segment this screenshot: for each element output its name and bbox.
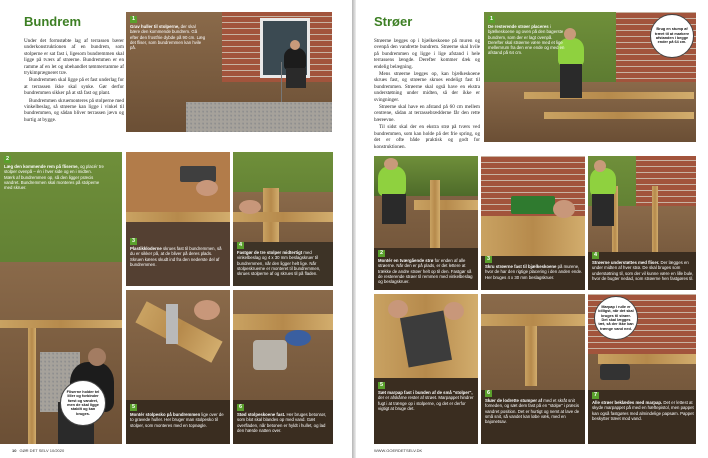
left-body-paragraph: Bundremmen skruemonteres på stolperne med vinkelbeslag, så strøerne kan ligge i vinkel til bundremmen, og sådan bliver terrassen jævn og hurtig at bygge. xyxy=(24,97,124,123)
caption-step-4 xyxy=(237,242,331,276)
right-body-paragraph: Til sidst skal der en ekstra strø på tværs ved bundremmen, som kan holde på det frie spring, og det er ofte både praktisk og godt for konstruktionen. xyxy=(374,124,480,150)
caption-step-r5 xyxy=(378,382,476,411)
photo-step-5 xyxy=(126,290,230,444)
caption-bold: Læg den kommende rem på fliserne, xyxy=(4,164,79,169)
caption-text: skrues fast til bundremmen, så du er sikker på, at de bliver på deres plads. Skruen kæres skudt ind fra den nederste del af bundremmen. xyxy=(130,246,222,267)
caption-text: Her bruges betonrør, som blot skal blandes op med vand. Gæt overfladen, når betonen er hyldt i hullet, og lad den hærde natten over. xyxy=(237,412,327,433)
photo-step-3 xyxy=(126,152,230,286)
caption-bold: Alle strøer beklædes med marpap. xyxy=(592,400,663,405)
caption-step-r7 xyxy=(592,392,694,421)
section-title-stroer: Strøer xyxy=(374,14,413,29)
step-number: 5 xyxy=(132,404,136,410)
right-body-text xyxy=(374,38,480,151)
caption-bold: De resterende strøer placeres xyxy=(488,24,549,29)
page-number: 10 xyxy=(12,448,17,453)
caption-step-r6 xyxy=(485,390,583,424)
right-body-paragraph: Mens strøerne lægges op, kan bjælkeskoene skrues fast, og strøerne skrues endeligt fast til bundremmen. Strøerne skal også have en ekstra understøtning under midten, så der ikke er svingninger. xyxy=(374,71,480,103)
caption-step-3 xyxy=(130,238,226,267)
left-body-paragraph: Bundremmen skal ligge på et fast underlag for at terrassen ikke skal synke. Gør derfor bundremmen sikker på at stå fast og plant. xyxy=(24,77,124,97)
photo-step-2 xyxy=(0,152,122,444)
section-title-bundrem: Bundrem xyxy=(24,14,82,29)
step-number: 7 xyxy=(594,392,598,398)
step-number: 3 xyxy=(132,238,136,244)
caption-text: med et skråt snit forneden, og sæt dem fast på en "stolpe" i præcis vandret position. Det er hurtigt og nemt at lave de små snit, så vandet kan løbe væk, med en bajonetsav. xyxy=(485,398,580,425)
caption-bold: Plastikkloderne xyxy=(130,246,162,251)
step-number: 1 xyxy=(132,16,136,22)
tip-bubble-mid: Marpap i rulle er billigst, når det skal bruges til strøer. Det skal lægges tæt, så der ikke kan trænge vand ned. xyxy=(594,296,638,340)
photo-step-r3 xyxy=(481,156,585,290)
caption-step-2 xyxy=(4,156,104,190)
left-body-text xyxy=(24,38,124,124)
caption-text: og placér tre stolper ovenpå – én i hver side og en i midten. Mærk af bundremmen op, så den ligger præcis vandret. Bundremmen skal monteres på stolperne med skruer. xyxy=(4,164,104,191)
step-number: 2 xyxy=(6,156,10,162)
caption-step-5 xyxy=(130,404,226,428)
right-folio: WWW.GOERDETSELV.DK xyxy=(374,448,423,453)
step-number: 2 xyxy=(380,250,384,256)
photo-step-r6 xyxy=(481,294,585,444)
left-body-paragraph: Under det formstøbte lag af terrassen bærer underkonstruktionen af en bundrem, som stolperne er sat fast i, ligesom bundremmen skal ligge på tværs af strøerne. Bundremmen er en ramme af en let og ubehandlet tømmerramme af trykimprægneret træ. xyxy=(24,38,124,77)
caption-text: Det er lettest at skyde marpappet på med en hæftepistol, men pappet kan også fastgøres med almindelige papsøm. Pappet beskytter træet mod vand. xyxy=(592,400,694,421)
photo-step-r4 xyxy=(588,156,696,290)
photo-step-r7 xyxy=(588,294,696,444)
caption-bold: Strøerne understøttes med fliser. xyxy=(592,260,660,265)
caption-bold: Grav huller til stolperne, xyxy=(130,24,180,29)
caption-bold: Skær de lodrette stumper af xyxy=(485,398,543,403)
caption-step-r1 xyxy=(488,16,568,56)
caption-bold: Montér stolpesko på bundremmen xyxy=(130,412,201,417)
left-page xyxy=(0,0,352,458)
caption-bold: Montér en tværgående strø xyxy=(378,258,434,263)
caption-bold: Sæt marpap fast i bunden af de små "stolper", xyxy=(378,390,473,395)
step-number: 5 xyxy=(380,382,384,388)
tip-bubble-top: Brug en stump af træet til at markere afstanden i begge ender på 64 cm. xyxy=(650,14,694,58)
caption-text: på murene, hvor de har den rigtige placering i den anden ende. Her bruges 4 x 30 mm beslagskruer. xyxy=(485,264,583,280)
photo-step-r1 xyxy=(484,12,696,142)
photo-step-6 xyxy=(233,290,333,444)
step-number: 3 xyxy=(487,256,491,262)
caption-text: Der lægges en under midten af hver strø. De skal bruges som understøtning til, som der vil kunne være en lille bule, hvor de bugter nedad, som strøerne hen fastgøres til. xyxy=(592,260,694,281)
right-body-paragraph: Strøerne skal have en afstand på 60 cm mellem centrene, sådan at terrassebrædderne får den rette bæreevne. xyxy=(374,104,480,123)
caption-text: lige over de to gravede huller. Her bruger man stolpesko til stolper, som monteres med en topnøgle. xyxy=(130,412,224,428)
photo-step-1 xyxy=(126,12,332,132)
left-folio xyxy=(12,448,64,453)
caption-bold: Fastgør de tre stolper midtertigt xyxy=(237,250,303,255)
step-number: 6 xyxy=(239,404,243,410)
caption-bold: Skru strøerne fast til bjælkeskoene xyxy=(485,264,557,269)
right-page xyxy=(356,0,708,458)
photo-step-4 xyxy=(233,152,333,286)
caption-step-r2 xyxy=(378,250,476,284)
caption-step-6 xyxy=(237,404,331,433)
photo-step-r2 xyxy=(374,156,478,290)
step-number: 4 xyxy=(594,252,598,258)
caption-text: der er afskårne rester af strøet. Marpappet hindrer fugt i at trænge op i stolperne, og det er derfor vigtigt at bruge det. xyxy=(378,395,474,411)
caption-text: med vinkelbeslag og 4 x 30 mm beslagskruer til bundremmen, når den ligger helt lige. Når stolpeskruerne er monteret til bundremmen, skrues stolperne af og skrues til på fladen. xyxy=(237,250,321,277)
step-number: 1 xyxy=(490,16,494,22)
photo-step-r5 xyxy=(374,294,478,444)
step-number: 4 xyxy=(239,242,243,248)
folio-text: GØR DET SELV 10/2020 xyxy=(19,448,65,453)
caption-text: i bjælkeskoene og oven på den bagerste bundrem, som der er lagt ovenpå. Derefter skal strøerne være med et lige mellemrum fra den ene ende og med en afstand på 64 cm. xyxy=(488,24,565,56)
caption-text: for enden af alle strøerne. Når den er på plads, er det lettere at trække de andre strøer helt op til den. Fastgør så de resterende strøer til remmen med vinkelbeslag og beslagskruer. xyxy=(378,258,473,285)
caption-text: der skal bære den kommende bundrem. Gå efter den frostfrie dybde på 90 cm. Læg det fliser, som bundremmen kan hvile på. xyxy=(130,24,206,51)
caption-step-1 xyxy=(130,16,206,50)
caption-step-r4 xyxy=(592,252,694,281)
tip-bubble: Fliserne holder tel liller og forbinder først og vandret, men de skal ligge stabilt og kan bruges. xyxy=(60,380,106,426)
caption-bold: Stød stolpeskoene fast. xyxy=(237,412,286,417)
right-body-paragraph: Strøerne lægges op i bjælkeskoene på muren og ovenpå den vandrette bundrem. Strøerne skal hvile på bundremmen og ligge i lige afstand i hele terrassens længde. Derefter kommer dæk og endelig belægning. xyxy=(374,38,480,70)
step-number: 6 xyxy=(487,390,491,396)
caption-step-r3 xyxy=(485,256,583,280)
